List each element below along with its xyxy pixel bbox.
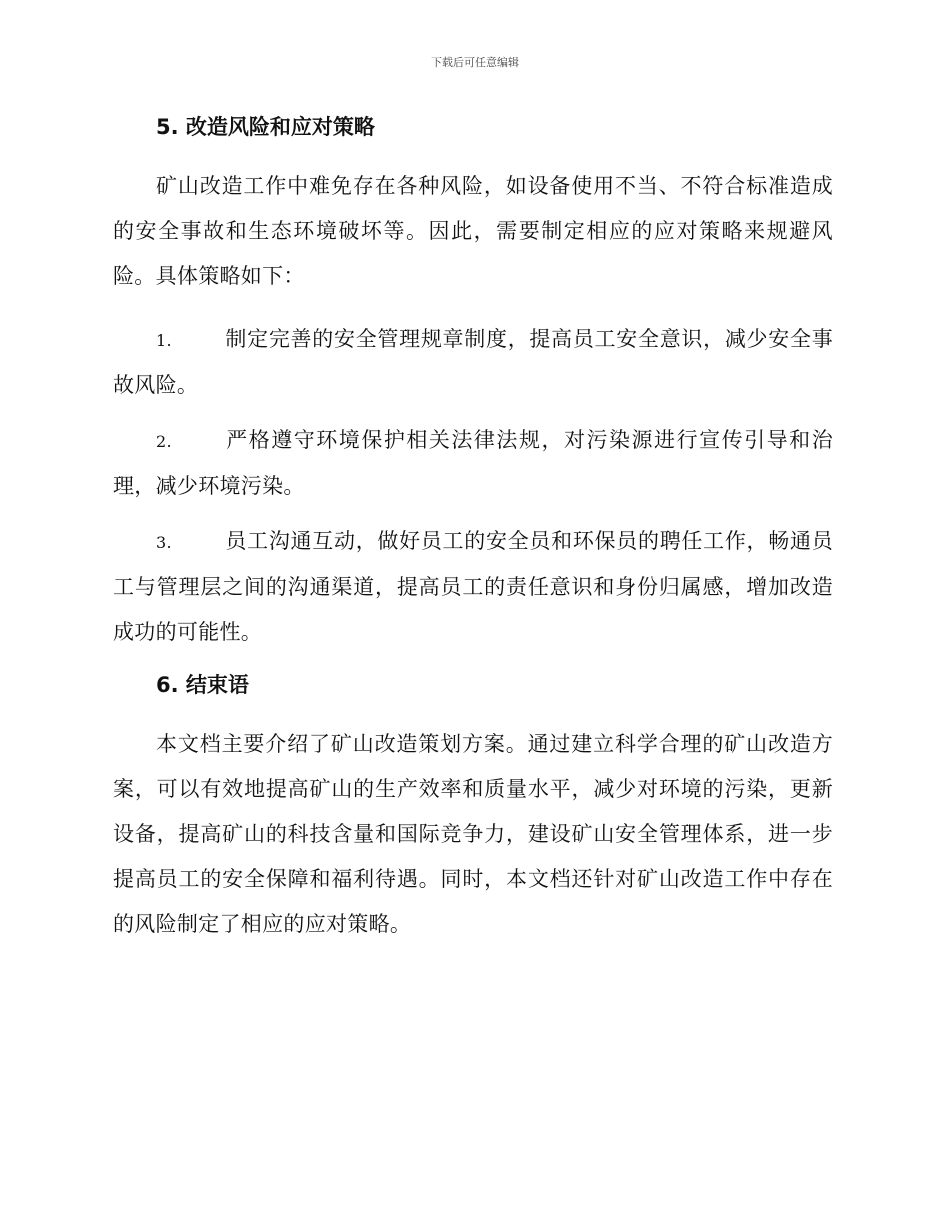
list-item-text: 严格遵守环境保护相关法律法规，对污染源进行宣传引导和治理，减少环境污染。: [113, 428, 833, 498]
list-item: [113, 317, 833, 408]
document-body: [113, 112, 833, 947]
list-item-number: 2.: [156, 432, 172, 451]
paragraph-risk-intro: 矿山改造工作中难免存在各种风险，如设备使用不当、不符合标准造成的安全事故和生态环境破坏等。因此，需要制定相应的应对策略来规避风险。具体策略如下：: [113, 174, 833, 288]
list-item-text: 制定完善的安全管理规章制度，提高员工安全意识，减少安全事故风险。: [113, 327, 833, 397]
paragraph-conclusion: 本文档主要介绍了矿山改造策划方案。通过建立科学合理的矿山改造方案，可以有效地提高矿山的生产效率和质量水平，减少对环境的污染，更新设备，提高矿山的科技含量和国际竞争力，建设矿山安全管理体系，进一步提高员工的安全保障和福利待遇。同时，本文档还针对矿山改造工作中存在的风险制定了相应的应对策略。: [113, 732, 833, 936]
list-item-number: 1.: [156, 331, 172, 350]
section-heading-conclusion: 6. 结束语: [156, 673, 249, 697]
list-item-text: 员工沟通互动，做好员工的安全员和环保员的聘任工作，畅通员工与管理层之间的沟通渠道，提高员工的责任意识和身份归属感，增加改造成功的可能性。: [113, 529, 833, 644]
section-heading-risk-strategy: 5. 改造风险和应对策略: [156, 115, 375, 139]
page-header: 下载后可任意编辑: [431, 56, 519, 69]
list-item: [113, 519, 833, 655]
list-item: [113, 418, 833, 509]
list-item-number: 3.: [156, 533, 172, 552]
